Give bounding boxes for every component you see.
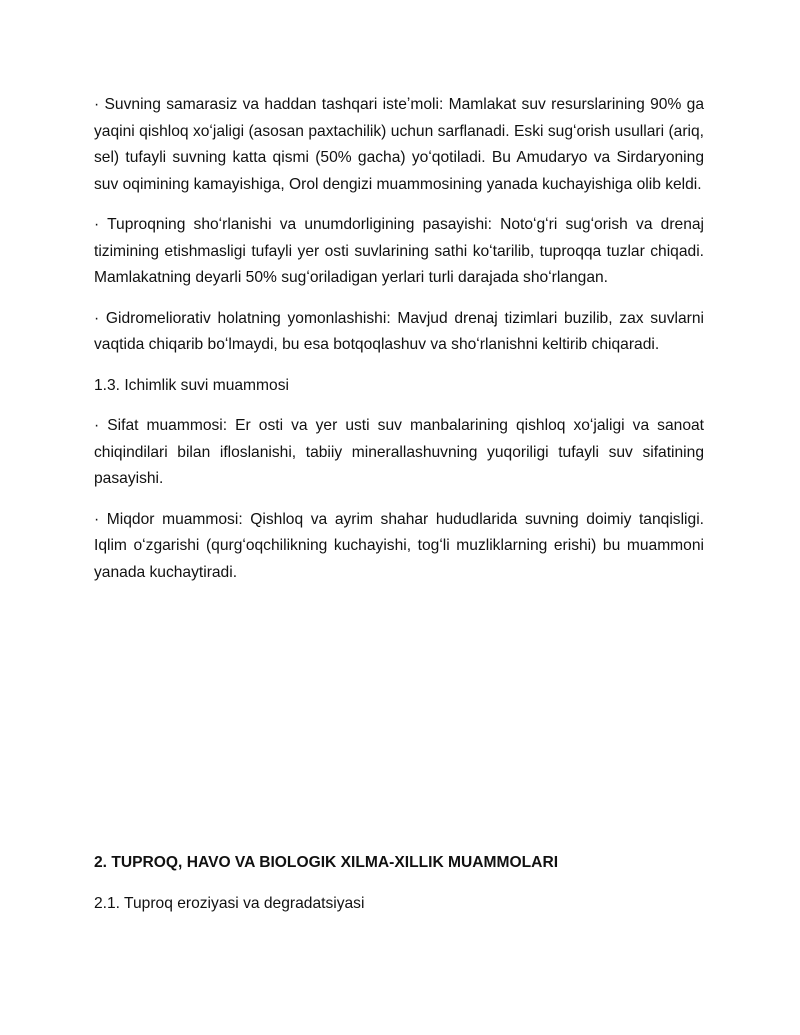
paragraph-soil-salinization: · Tuproqning shoʻrlanishi va unumdorligining pasayishi: Notoʻgʻri sugʻorish va drenaj tizimining etishmasligi tufayli yer osti suvlarining sathi koʻtarilib, tuproqqa tuzlar chiqadi. Mamlakatning deyarli 50% sugʻoriladigan yerlari turli darajada shoʻrlangan. xyxy=(94,216,704,286)
section-2 xyxy=(94,850,704,931)
subheading-drinking-water: 1.3. Ichimlik suvi muammosi xyxy=(94,376,289,394)
document-body xyxy=(94,92,704,600)
paragraph-water-overuse: · Suvning samarasiz va haddan tashqari isteʼmoli: Mamlakat suv resurslarining 90% ga yaqini qishloq xoʻjaligi (asosan paxtachilik) uchun sarflanadi. Eski sugʻorish usullari (ariq, sel) tufayli suvning katta qismi (50% gacha) yoʻqotiladi. Bu Amudaryo va Sirdaryoning suv oqimining kamayishiga, Orol dengizi muammosining yanada kuchayishiga olib keldi. xyxy=(94,96,704,193)
subheading-soil-erosion: 2.1. Tuproq eroziyasi va degradatsiyasi xyxy=(94,894,365,912)
section-heading: 2. TUPROQ, HAVO VA BIOLOGIK XILMA-XILLIK MUAMMOLARI xyxy=(94,854,559,871)
paragraph-hydromelioration: · Gidromeliorativ holatning yomonlashishi: Mavjud drenaj tizimlari buzilib, zax suvlarni vaqtida chiqarib boʻlmaydi, bu esa botqoqlashuv va shoʻrlanishni keltirib chiqaradi. xyxy=(94,309,704,353)
paragraph-quantity-problem: · Miqdor muammosi: Qishloq va ayrim shahar hududlarida suvning doimiy tanqisligi. Iqlim oʻzgarishi (qurgʻoqchilikning kuchayishi, togʻli muzliklarning erishi) bu muammoni yanada kuchaytiradi. xyxy=(94,510,704,581)
paragraph-quality-problem: · Sifat muammosi: Er osti va yer usti suv manbalarining qishloq xoʻjaligi va sanoat chiqindilari bilan ifloslanishi, tabiiy minerallashuvning yuqoriligi tufayli suv sifatining pasayishi. xyxy=(94,417,704,487)
